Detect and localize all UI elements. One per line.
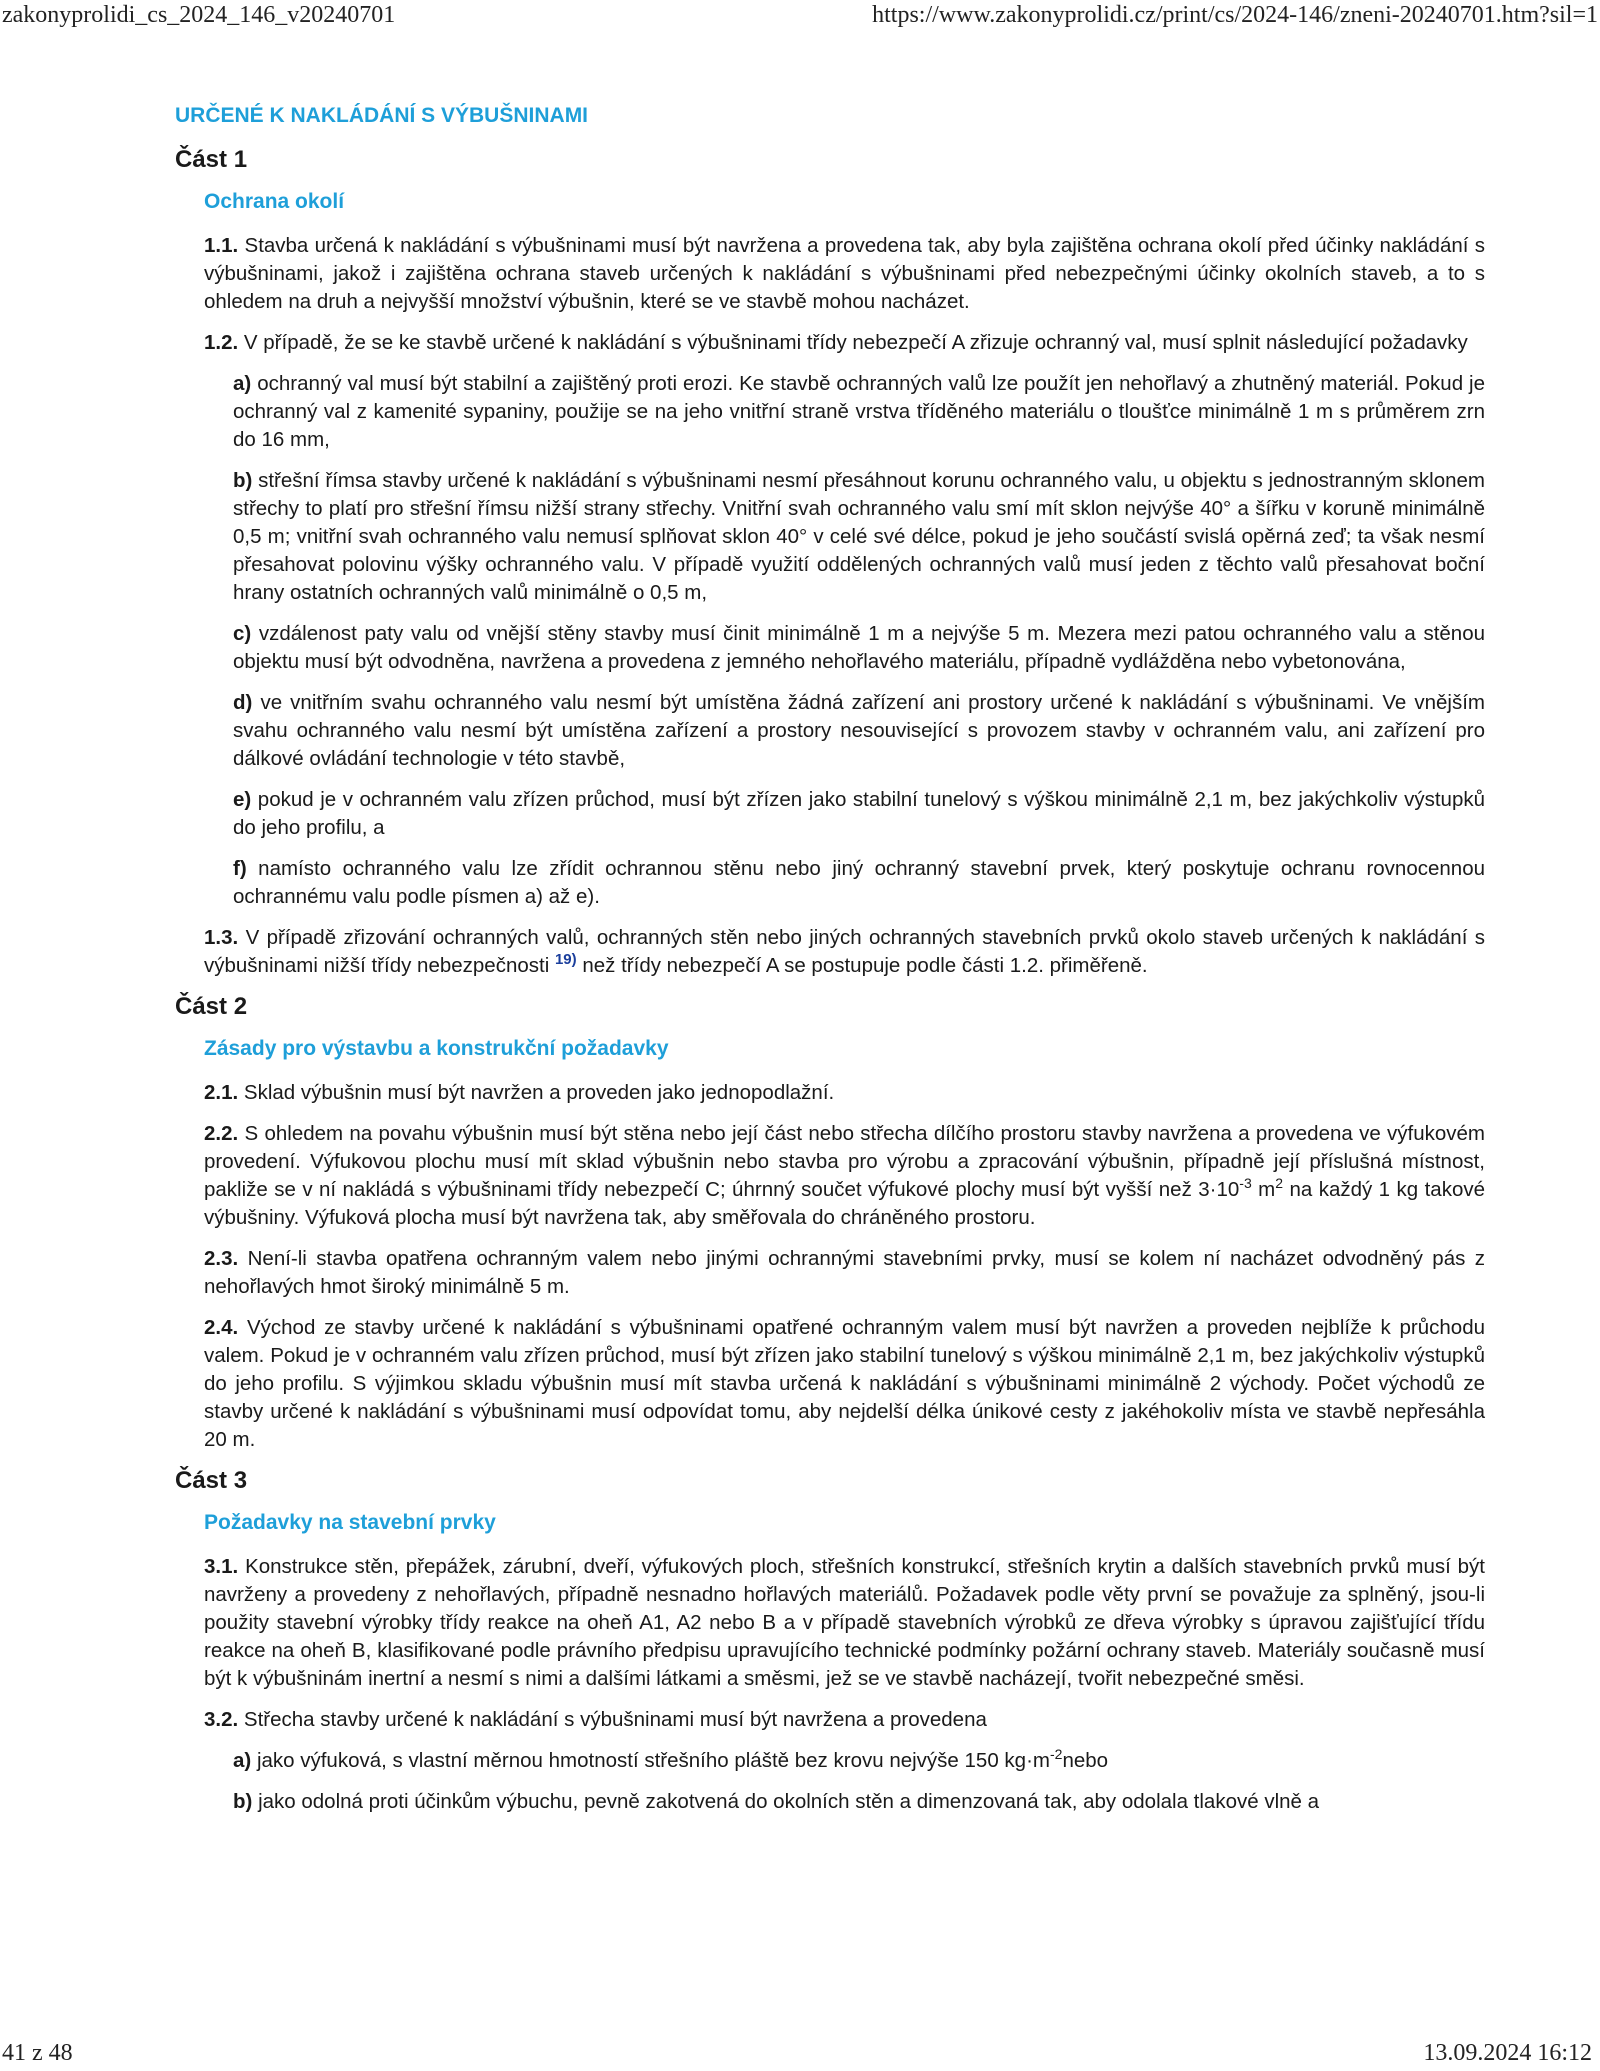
- paragraph-text: Konstrukce stěn, přepážek, zárubní, dveří, výfukových ploch, střešních konstrukcí, střešních krytin a dalších stavebních prvků musí být navrženy a provedeny z nehořlavých, případně nesnadno hořlavých materiálů. Požadavek podle věty první se považuje za splněný, jsou-li použity stavební výrobky třídy reakce na oheň A1, A2 nebo B a v případě stavebních výrobků ze dřeva výrobky s úpravou zajišťující třídu reakce na oheň B, klasifikované podle právního předpisu upravujícího technické podmínky požární ochrany staveb. Materiály současně musí být k výbušninám inertní a nesmí s nimi a dalšími látkami a směsmi, jež se ve stavbě nacházejí, tvořit nebezpečné směsi.: [204, 1555, 1485, 1690]
- paragraph-number: 3.1.: [204, 1555, 239, 1578]
- paragraph-text: Sklad výbušnin musí být navržen a proveden jako jednopodlažní.: [243, 1081, 835, 1104]
- item-text: ve vnitřním svahu ochranného valu nesmí být umístěna žádná zařízení ani prostory určené k nakládání s výbušninami. Ve vnějším svahu ochranného valu nesmí být umístěna zařízení a prostory nesouvisející s provozem stavby v ochranném valu, ani zařízení pro dálkové ovládání technologie v této stavbě,: [233, 691, 1485, 770]
- paragraph-2-4: [204, 1314, 1485, 1454]
- annex-title: URČENÉ K NAKLÁDÁNÍ S VÝBUŠNINAMI: [175, 104, 589, 127]
- paragraph-number: 2.2.: [204, 1122, 239, 1145]
- paragraph-1-2-items: [233, 370, 1485, 911]
- item-text: vzdálenost paty valu od vnější stěny stavby musí činit minimálně 1 m a nejvýše 5 m. Mezera mezi patou ochranného valu a stěnou objektu musí být odvodněna, navržena a provedena z jemného nehořlavého materiálu, případně vydlážděna nebo vybetonována,: [233, 622, 1486, 673]
- list-item: [233, 1788, 1485, 1816]
- paragraph-1-1: [204, 232, 1485, 316]
- item-text: pokud je v ochranném valu zřízen průchod, musí být zřízen jako stabilní tunelový s výškou minimálně 2,1 m, bez jakýchkoliv výstupků do jeho profilu, a: [233, 788, 1486, 839]
- part-3-heading: Část 3: [175, 1467, 248, 1494]
- paragraph-text: V případě, že se ke stavbě určené k nakládání s výbušninami třídy nebezpečí A zřizuje ochranný val, musí splnit následující požadavky: [243, 331, 1468, 354]
- paragraph-text-continued: než třídy nebezpečí A se postupuje podle části 1.2. přiměřeně.: [582, 954, 1148, 977]
- part-2-title: Zásady pro výstavbu a konstrukční požadavky: [204, 1037, 669, 1060]
- paragraph-text: Stavba určená k nakládání s výbušninami musí být navržena a provedena tak, aby byla zajištěna ochrana okolí před účinky nakládání s výbušninami, jakož i zajištěna ochrana staveb určených k nakládání s výbušninami před nebezpečnými účinky okolních staveb, a to s ohledem na druh a nejvyšší množství výbušnin, které se ve stavbě mohou nacházet.: [204, 234, 1485, 313]
- paragraph-text: Není-li stavba opatřena ochranným valem nebo jinými ochrannými stavebními prvky, musí se kolem ní nacházet odvodněný pás z nehořlavých hmot široký minimálně 5 m.: [204, 1247, 1485, 1298]
- item-letter: a): [233, 1749, 252, 1772]
- item-letter: f): [233, 857, 247, 880]
- paragraph-1-3: [204, 924, 1485, 980]
- paragraph-text-continued: na každý 1 kg takové výbušniny. Výfuková plocha musí být navržena tak, aby směřovala do chráněného prostoru.: [204, 1178, 1485, 1229]
- paragraph-number: 1.3.: [204, 926, 239, 949]
- print-timestamp: 13.09.2024 16:12: [1423, 2040, 1592, 2066]
- paragraph-text: S ohledem na povahu výbušnin musí být stěna nebo její část nebo střecha dílčího prostoru stavby navržena a provedena ve výfukovém provedení. Výfukovou plochu musí mít sklad výbušnin nebo stavba pro výrobu a zpracování výbušnin, případně její příslušná místnost, pakliže se v ní nakládá s výbušninami třídy nebezpečí C; úhrnný součet výfukové plochy musí být vyšší než 3·10: [204, 1122, 1485, 1201]
- part-3-title: Požadavky na stavební prvky: [204, 1511, 496, 1534]
- item-text: jako výfuková, s vlastní měrnou hmotností střešního pláště bez krovu nejvýše 150 kg·m: [256, 1749, 1050, 1772]
- print-footer: [0, 2038, 1600, 2071]
- part-1-section: [204, 188, 1485, 980]
- paragraph-text: Východ ze stavby určené k nakládání s výbušninami opatřené ochranným valem musí být navržen a proveden nejblíže k průchodu valem. Pokud je v ochranném valu zřízen průchod, musí být zřízen jako stabilní tunelový s výškou minimálně 2,1 m, bez jakýchkoliv výstupků do jeho profilu. S výjimkou skladu výbušnin musí mít stavba určená k nakládání s výbušninami minimálně 2 východy. Počet východů ze stavby určené k nakládání s výbušninami musí odpovídat tomu, aby nejdelší délka únikové cesty z jakéhokoliv místa ve stavbě nepřesáhla 20 m.: [204, 1316, 1485, 1451]
- part-3-section: [204, 1509, 1485, 1816]
- item-text: namísto ochranného valu lze zřídit ochrannou stěnu nebo jiný ochranný stavební prvek, který poskytuje ochranu rovnocennou ochrannému valu podle písmen a) až e).: [233, 857, 1485, 908]
- paragraph-number: 1.1.: [204, 234, 239, 257]
- part-2-section: [204, 1035, 1485, 1454]
- item-letter: c): [233, 622, 252, 645]
- exponent: 2: [1275, 1175, 1284, 1192]
- paragraph-number: 2.4.: [204, 1316, 239, 1339]
- unit: m: [1251, 1178, 1276, 1201]
- paragraph-number: 3.2.: [204, 1708, 239, 1731]
- paragraph-text: V případě zřizování ochranných valů, ochranných stěn nebo jiných ochranných stavebních prvků okolo staveb určených k nakládání s výbušninami nižší třídy nebezpečnosti: [204, 926, 1486, 977]
- paragraph-3-1: [204, 1553, 1485, 1693]
- list-item: [233, 689, 1485, 773]
- item-letter: e): [233, 788, 252, 811]
- part-1-heading: Část 1: [175, 146, 248, 173]
- paragraph-1-2: [204, 329, 1485, 357]
- print-header: [0, 0, 1600, 36]
- paragraph-3-2: [204, 1706, 1485, 1734]
- item-letter: d): [233, 691, 253, 714]
- item-letter: b): [233, 1790, 253, 1813]
- paragraph-number: 2.3.: [204, 1247, 239, 1270]
- print-header-url: https://www.zakonyprolidi.cz/print/cs/2024-146/zneni-20240701.htm?sil=1: [872, 2, 1598, 28]
- paragraph-text: Střecha stavby určené k nakládání s výbušninami musí být navržena a provedena: [243, 1708, 987, 1731]
- item-text: jako odolná proti účinkům výbuchu, pevně zakotvená do okolních stěn a dimenzovaná tak, aby odolala tlakové vlně a: [258, 1790, 1320, 1813]
- item-text: ochranný val musí být stabilní a zajištěný proti erozi. Ke stavbě ochranných valů lze použít jen nehořlavý a zhutněný materiál. Pokud je ochranný val z kamenité sypaniny, použije se na jeho vnitřní straně vrstva tříděného materiálu o tloušťce minimálně 1 m s průměrem zrn do 16 mm,: [233, 372, 1486, 451]
- part-2-heading: Část 2: [175, 993, 248, 1020]
- item-text-continued: nebo: [1062, 1749, 1109, 1772]
- list-item: [233, 786, 1485, 842]
- list-item: [233, 620, 1485, 676]
- paragraph-number: 1.2.: [204, 331, 239, 354]
- item-letter: a): [233, 372, 252, 395]
- item-letter: b): [233, 469, 253, 492]
- document-body: [175, 102, 1485, 1829]
- page-counter: 41 z 48: [2, 2040, 73, 2066]
- paragraph-number: 2.1.: [204, 1081, 239, 1104]
- exponent: -2: [1049, 1746, 1063, 1763]
- paragraph-2-3: [204, 1245, 1485, 1301]
- list-item: [233, 467, 1485, 607]
- list-item: [233, 855, 1485, 911]
- exponent: -3: [1239, 1175, 1252, 1192]
- item-text: střešní římsa stavby určené k nakládání s výbušninami nesmí přesáhnout korunu ochranného valu, u objektu s jednostranným sklonem střechy to platí pro střešní římsu nižší strany střechy. Vnitřní svah ochranného valu smí mít sklon nejvýše 40° a šířku v koruně minimálně 0,5 m; vnitřní svah ochranného valu nemusí splňovat sklon 40° v celé své délce, pokud je jeho součástí svislá opěrná zeď; ta však nesmí přesahovat polovinu výšky ochranného valu. V případě využití oddělených ochranných valů musí jeden z těchto valů přesahovat boční hrany ostatních ochranných valů minimálně o 0,5 m,: [233, 469, 1485, 604]
- paragraph-2-2: [204, 1120, 1485, 1232]
- paragraph-2-1: [204, 1079, 1485, 1107]
- footnote-link[interactable]: 19): [554, 951, 577, 969]
- print-header-filename: zakonyprolidi_cs_2024_146_v20240701: [2, 2, 396, 28]
- paragraph-3-2-items: [233, 1747, 1485, 1816]
- list-item: [233, 1747, 1485, 1775]
- list-item: [233, 370, 1485, 454]
- part-1-title: Ochrana okolí: [204, 190, 345, 213]
